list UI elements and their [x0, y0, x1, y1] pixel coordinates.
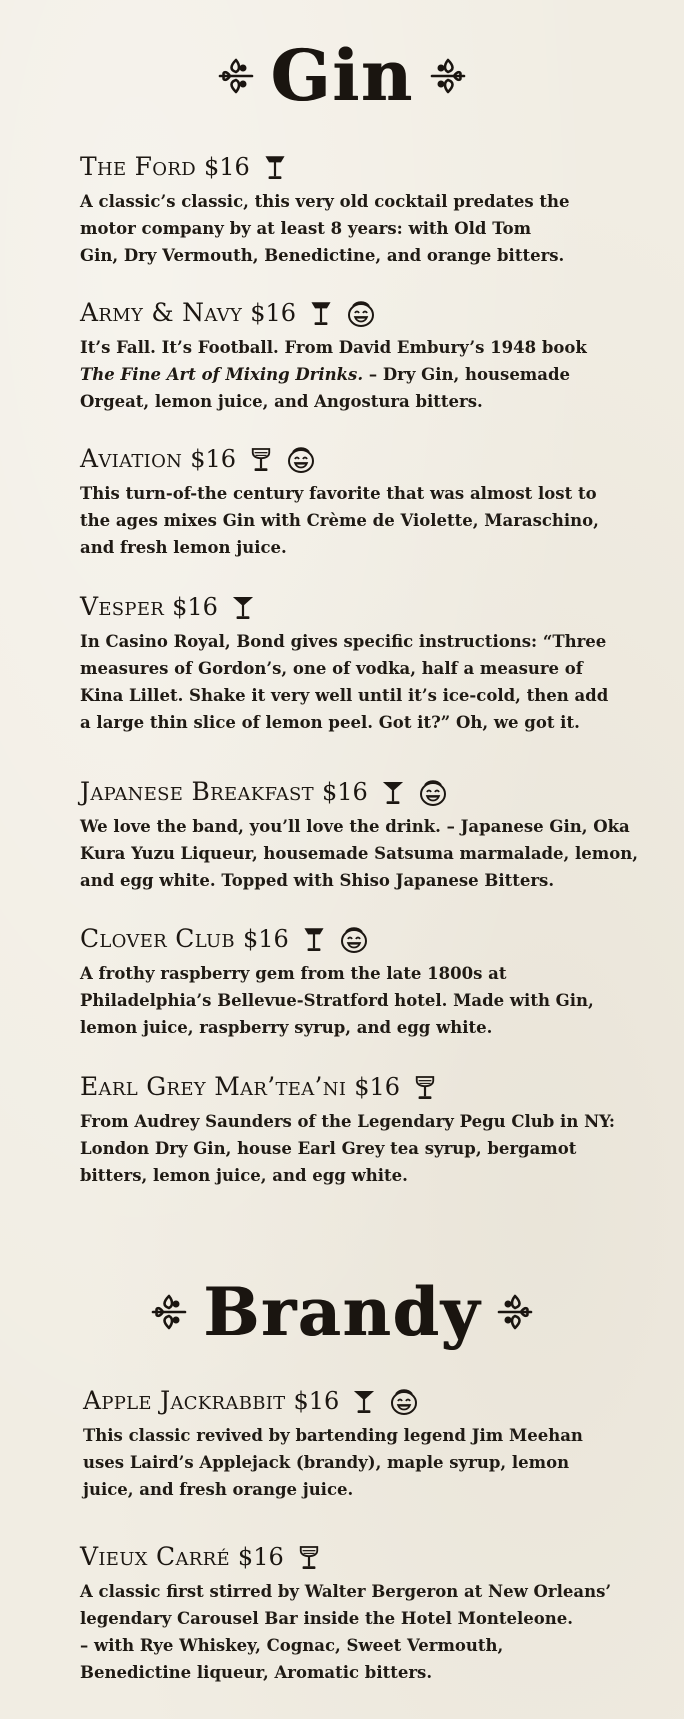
description-line: uses Laird’s Applejack (brandy), maple syrup, lemon — [83, 1453, 570, 1472]
coupe-glass-icon — [303, 926, 325, 954]
menu-item — [80, 920, 650, 1041]
martini-glass-icon — [353, 1388, 375, 1416]
flourish-left-icon — [149, 1292, 189, 1332]
item-description — [80, 1578, 650, 1686]
item-name: Army & Navy — [80, 298, 243, 327]
item-price: $16 — [172, 593, 218, 621]
description-line: juice, and fresh orange juice. — [83, 1480, 354, 1499]
smiley-icon — [418, 779, 448, 807]
menu-item — [83, 1382, 653, 1503]
description-line: legendary Carousel Bar inside the Hotel Monteleone. — [80, 1609, 574, 1628]
description-line: A frothy raspberry gem from the late 1800s at — [80, 964, 507, 983]
description-line: London Dry Gin, house Earl Grey tea syrup, bergamot — [80, 1139, 577, 1158]
description-line: measures of Gordon’s, one of vodka, half a measure of — [80, 659, 583, 678]
description-line: a large thin slice of lemon peel. Got it?” Oh, we got it. — [80, 713, 580, 732]
description-line: This classic revived by bartending legend Jim Meehan — [83, 1426, 583, 1445]
menu-item — [80, 1538, 650, 1686]
smiley-icon — [346, 300, 376, 328]
item-price: $16 — [293, 1387, 340, 1415]
section-header-gin — [0, 36, 684, 116]
item-name: Apple Jackrabbit — [83, 1386, 286, 1415]
item-price: $16 — [250, 299, 297, 327]
menu-item — [80, 773, 650, 894]
item-price: $16 — [321, 778, 368, 806]
description-line: and egg white. Topped with Shiso Japanese Bitters. — [80, 871, 555, 890]
goblet-icon — [298, 1544, 320, 1572]
book-title: The Fine Art of Mixing Drinks. — [80, 365, 364, 384]
item-name: Vesper — [80, 592, 165, 621]
description-line: A classic first stirred by Walter Bergeron at New Orleans’ — [80, 1582, 612, 1601]
item-price: $16 — [203, 153, 250, 181]
menu-item — [80, 440, 650, 561]
description-line: Orgeat, lemon juice, and Angostura bitters. — [80, 392, 483, 411]
item-name: Vieux Carré — [80, 1542, 230, 1571]
section-title: Brandy — [203, 1273, 481, 1351]
description-line: It’s Fall. It’s Football. From David Embury’s 1948 book — [80, 338, 587, 357]
flourish-right-icon — [428, 56, 468, 96]
item-description — [80, 628, 650, 736]
description-line: This turn-of-the century favorite that was almost lost to — [80, 484, 597, 503]
menu-item — [80, 1068, 650, 1189]
section-title: Gin — [270, 34, 414, 117]
smiley-icon — [339, 926, 369, 954]
item-description — [80, 334, 650, 415]
menu-item — [80, 588, 650, 736]
item-description — [83, 1422, 653, 1503]
description-line: lemon juice, raspberry syrup, and egg white. — [80, 1018, 493, 1037]
description-line: the ages mixes Gin with Crème de Violette, Maraschino, — [80, 511, 599, 530]
item-name: Clover Club — [80, 924, 235, 953]
item-name: The Ford — [80, 152, 196, 181]
item-price: $16 — [242, 925, 289, 953]
description-line: Kura Yuzu Liqueur, housemade Satsuma marmalade, lemon, — [80, 844, 639, 863]
item-description — [80, 188, 650, 269]
section-header-brandy — [0, 1272, 684, 1352]
item-price: $16 — [237, 1543, 284, 1571]
coupe-glass-icon — [310, 300, 332, 328]
description-line: From Audrey Saunders of the Legendary Pegu Club in NY: — [80, 1112, 615, 1131]
description-line: We love the band, you’ll love the drink. – Japanese Gin, Oka — [80, 817, 630, 836]
smiley-icon — [389, 1388, 419, 1416]
item-name: Aviation — [80, 444, 183, 473]
coupe-glass-icon — [264, 154, 286, 182]
description-line: Gin, Dry Vermouth, Benedictine, and orange bitters. — [80, 246, 565, 265]
item-description — [80, 480, 650, 561]
description-line: bitters, lemon juice, and egg white. — [80, 1166, 408, 1185]
description-line: – with Rye Whiskey, Cognac, Sweet Vermouth, — [80, 1636, 504, 1655]
item-description — [80, 813, 650, 894]
description-line: In Casino Royal, Bond gives specific instructions: “Three — [80, 632, 607, 651]
description-line — [80, 361, 650, 388]
description-line: Benedictine liqueur, Aromatic bitters. — [80, 1663, 433, 1682]
item-price: $16 — [190, 445, 237, 473]
goblet-icon — [414, 1074, 436, 1102]
description-line: and fresh lemon juice. — [80, 538, 287, 557]
item-description — [80, 960, 650, 1041]
description-line: Kina Lillet. Shake it very well until it’s ice-cold, then add — [80, 686, 609, 705]
description-line: motor company by at least 8 years: with Old Tom — [80, 219, 532, 238]
item-description — [80, 1108, 650, 1189]
item-name: Earl Grey Mar’tea’ni — [80, 1072, 347, 1101]
martini-glass-icon — [232, 594, 254, 622]
description-text: – Dry Gin, housemade — [363, 365, 570, 384]
menu-item — [80, 148, 650, 269]
description-line: A classic’s classic, this very old cocktail predates the — [80, 192, 570, 211]
description-line: Philadelphia’s Bellevue-Stratford hotel. Made with Gin, — [80, 991, 594, 1010]
item-name: Japanese Breakfast — [80, 777, 314, 806]
flourish-left-icon — [216, 56, 256, 96]
goblet-icon — [250, 446, 272, 474]
smiley-icon — [286, 446, 316, 474]
flourish-right-icon — [495, 1292, 535, 1332]
item-price: $16 — [354, 1073, 401, 1101]
menu-item — [80, 294, 650, 415]
martini-glass-icon — [382, 779, 404, 807]
